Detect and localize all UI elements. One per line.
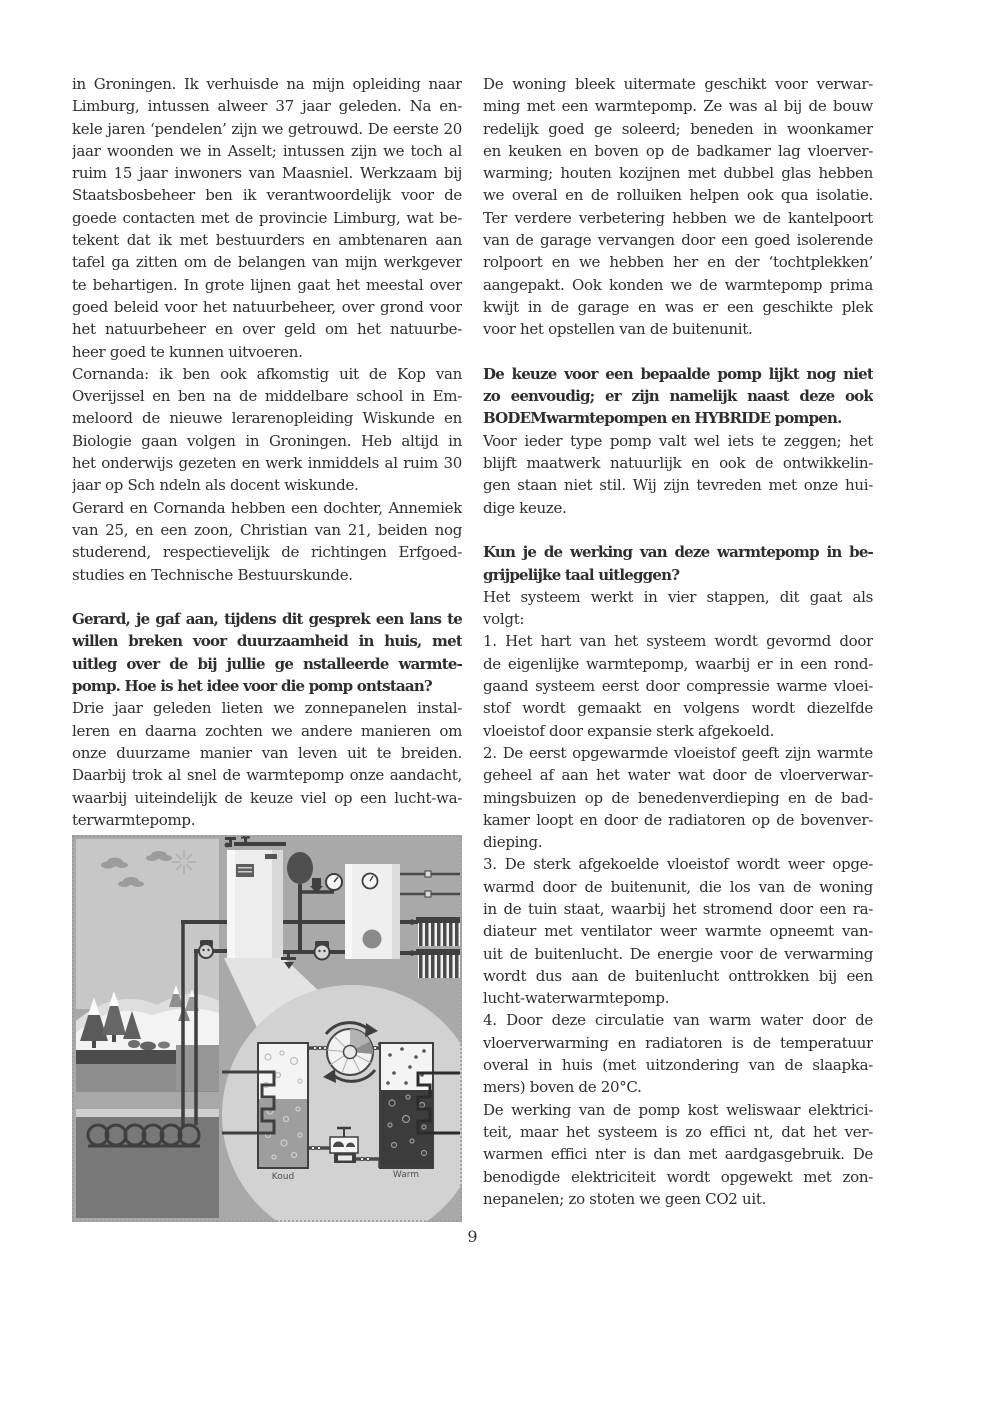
text-line: vloerverwarming en radiatoren is de temperatuur: [483, 1033, 873, 1052]
text-line: Het systeem werkt in vier stappen, dit gaat als: [483, 587, 873, 606]
paragraph: [483, 853, 873, 1009]
text-line: De werking van de pomp kost weliswaar elektrici-: [483, 1100, 873, 1119]
text-line: waarbij uiteindelijk de keuze viel op een lucht-wa-: [72, 788, 462, 807]
text-line: Overijssel en ben na de middelbare school in Em-: [72, 387, 462, 406]
text-line: De woning bleek uitermate geschikt voor verwar-: [483, 75, 873, 93]
paragraph: [483, 430, 873, 519]
text-line: heer goed te kunnen uitvoeren.: [72, 342, 303, 361]
buffer-tank: [345, 864, 400, 959]
page-number: 9: [467, 1227, 478, 1246]
warm-tank-label: Warm: [392, 1170, 420, 1180]
text-line: warmd door de buitenunit, die los van de woning: [483, 877, 873, 896]
paragraph: [483, 1099, 873, 1210]
text-line: Drie jaar geleden lieten we zonnepanelen instal-: [72, 699, 462, 718]
cold-tank-label: Koud: [271, 1172, 295, 1182]
text-line: Daarbij trok al snel de warmtepomp onze aandacht,: [72, 766, 462, 785]
text-line: teit, maar het systeem is zo effici nt, dat het ver-: [483, 1122, 873, 1141]
text-line: ruim 15 jaar inwoners van Maasniel. Werkzaam bij: [72, 164, 462, 183]
paragraph: [72, 363, 462, 497]
text-line: Biologie gaan volgen in Groningen. Heb altijd in: [72, 431, 462, 450]
text-line: uitleg over de bij jullie ge nstalleerde warmte-: [72, 654, 462, 673]
text-line: jaar woonden we in Asselt; intussen zijn we toch al: [72, 141, 462, 160]
text-line: grijpelijke taal uitleggen?: [483, 565, 680, 584]
paragraph: [483, 586, 873, 631]
text-line: De keuze voor een bepaalde pomp lijkt nog niet: [483, 364, 873, 383]
paragraph-spacer: [483, 341, 873, 363]
text-line: het onderwijs gezeten en werk inmiddels al ruim 30: [72, 454, 462, 473]
text-line: Gerard, je gaf aan, tijdens dit gesprek een lans te: [72, 610, 462, 629]
text-line: wordt dus aan de buitenlucht onttrokken bij een: [483, 966, 873, 985]
text-line: dige keuze.: [483, 498, 567, 517]
text-line: Voor ieder type pomp valt wel iets te zeggen; het: [483, 431, 873, 450]
text-line: kele jaren ‘pendelen’ zijn we getrouwd. De eerste 20: [72, 119, 462, 138]
paragraph-spacer: [483, 519, 873, 541]
paragraph: [483, 742, 873, 853]
text-line: zo eenvoudig; er zijn namelijk naast deze ook: [483, 387, 873, 406]
text-line: we overal en de rolluiken helpen ook qua isolatie.: [483, 186, 873, 205]
unit-display: [265, 854, 277, 859]
text-line: stof wordt gemaakt en volgens wordt diezelfde: [483, 699, 873, 718]
text-line: 2. De eerst opgewarmde vloeistof geeft zijn warmte: [483, 743, 873, 762]
text-line: mingsbuizen op de benedenverdieping en de bad-: [483, 788, 873, 807]
text-line: 4. Door deze circulatie van warm water door de: [483, 1011, 873, 1030]
question-heading: [483, 541, 873, 586]
text-line: Ter verdere verbetering hebben we de kantelpoort: [483, 208, 873, 227]
text-line: kwijt in de garage en was er een geschikte plek: [483, 297, 873, 316]
heat-pump-illustration: [72, 835, 462, 1222]
text-line: Limburg, intussen alweer 37 jaar geleden. Na en-: [72, 97, 462, 116]
text-line: van 25, en een zoon, Christian van 21, beiden nog: [72, 520, 462, 539]
text-line: terwarmtepomp.: [72, 810, 196, 829]
text-line: voor het opstellen van de buitenunit.: [483, 320, 753, 339]
text-line: in de tuin staat, waarbij het stromend door een ra-: [483, 899, 873, 918]
question-heading: [483, 363, 873, 430]
text-line: uit de buitenlucht. De energie voor de verwarming: [483, 944, 873, 963]
text-line: vloeistof door expansie sterk afgekoeld.: [483, 721, 775, 740]
text-line: ming met een warmtepomp. Ze was al bij de bouw: [483, 97, 873, 116]
paragraph: [483, 1009, 873, 1098]
paragraph: [72, 497, 462, 586]
text-line: warming; houten kozijnen met dubbel glas hebben: [483, 164, 873, 183]
left-text-column: [72, 73, 462, 831]
text-line: Kun je de werking van deze warmtepomp in be-: [483, 543, 873, 562]
circulation-pump-left: [199, 940, 213, 958]
text-line: BODEMwarmtepompen en HYBRIDE pompen.: [483, 409, 842, 428]
text-line: aangepakt. Ook konden we de warmtepomp prima: [483, 275, 873, 294]
text-line: 1. Het hart van het systeem wordt gevormd door: [483, 632, 873, 651]
text-line: mers) boven de 20°C.: [483, 1078, 642, 1097]
text-line: in Groningen. Ik verhuisde na mijn opleiding naar: [72, 75, 462, 93]
text-line: studerend, respectievelijk de richtingen Erfgoed-: [72, 543, 462, 562]
text-line: dieping.: [483, 833, 543, 852]
text-line: diateur met ventilator weer warmte opneemt van-: [483, 922, 873, 941]
heat-pump-indoor-unit: [225, 836, 287, 958]
text-line: onze duurzame manier van leven uit te breiden.: [72, 743, 462, 762]
paragraph-spacer: [72, 586, 462, 608]
text-line: volgt:: [483, 610, 525, 629]
text-line: studies en Technische Bestuurskunde.: [72, 565, 353, 584]
ceiling-pipe: [234, 842, 286, 846]
right-text-column: [483, 73, 873, 1210]
text-line: blijft maatwerk natuurlijk en ook de ontwikkelin-: [483, 454, 873, 473]
text-line: gaand systeem eerst door compressie warme vloei-: [483, 677, 873, 696]
question-heading: [72, 608, 462, 697]
text-line: willen breken voor duurzaamheid in huis, met: [72, 632, 462, 651]
text-line: gen staan niet stil. Wij zijn tevreden met onze hui-: [483, 476, 873, 495]
text-line: leren en daarna zochten we andere manieren om: [72, 721, 462, 740]
text-line: Cornanda: ik ben ook afkomstig uit de Kop van: [72, 364, 462, 383]
paragraph: [72, 73, 462, 363]
text-line: benodigde elektriciteit wordt opgewekt met zon-: [483, 1167, 873, 1186]
text-line: te behartigen. In grote lijnen gaat het meestal over: [72, 275, 462, 294]
pressure-gauge: [326, 874, 342, 890]
text-line: goede contacten met de provincie Limburg, wat be-: [72, 208, 462, 227]
text-line: en keuken en boven op de badkamer lag vloerver-: [483, 141, 873, 160]
text-line: Staatsbosbeheer ben ik verantwoordelijk voor de: [72, 186, 462, 205]
paragraph: [483, 630, 873, 741]
text-line: tekent dat ik met bestuurders en ambtenaren aan: [72, 231, 462, 250]
circulation-pump-right: [315, 941, 330, 960]
text-line: geheel af aan het water wat door de vloerverwar-: [483, 766, 873, 785]
text-line: de eigenlijke warmtepomp, waarbij er in een rond-: [483, 654, 873, 673]
tank-port: [363, 930, 382, 949]
text-line: het natuurbeheer en over geld om het natuurbe-: [72, 320, 462, 339]
text-line: jaar op Sch ndeln als docent wiskunde.: [72, 476, 359, 495]
text-line: rolpoort en we hebben her en der ‘tochtplekken’: [483, 253, 873, 272]
text-line: kamer loopt en door de radiatoren op de bovenver-: [483, 810, 873, 829]
text-line: nepanelen; zo stoten we geen CO2 uit.: [483, 1189, 767, 1208]
paragraph: [72, 697, 462, 831]
text-line: tafel ga zitten om de belangen van mijn werkgever: [72, 253, 462, 272]
text-line: overal in huis (met uitzondering van de slaapka-: [483, 1056, 873, 1075]
text-line: 3. De sterk afgekoelde vloeistof wordt weer opge-: [483, 855, 873, 874]
text-line: van de garage vervangen door een goed isolerende: [483, 231, 873, 250]
vent-grille: [236, 864, 254, 877]
paragraph: [483, 73, 873, 341]
text-line: Gerard en Cornanda hebben een dochter, Annemiek: [72, 498, 462, 517]
text-line: warmen effici nter is dan met aardgasgebruik. De: [483, 1145, 873, 1164]
text-line: meloord de nieuwe lerarenopleiding Wiskunde en: [72, 409, 462, 428]
text-line: goed beleid voor het natuurbeheer, over grond voor: [72, 297, 462, 316]
text-line: redelijk goed ge soleerd; beneden in woonkamer: [483, 119, 873, 138]
text-line: pomp. Hoe is het idee voor die pomp ontstaan?: [72, 677, 432, 696]
text-line: lucht-waterwarmtepomp.: [483, 989, 670, 1008]
